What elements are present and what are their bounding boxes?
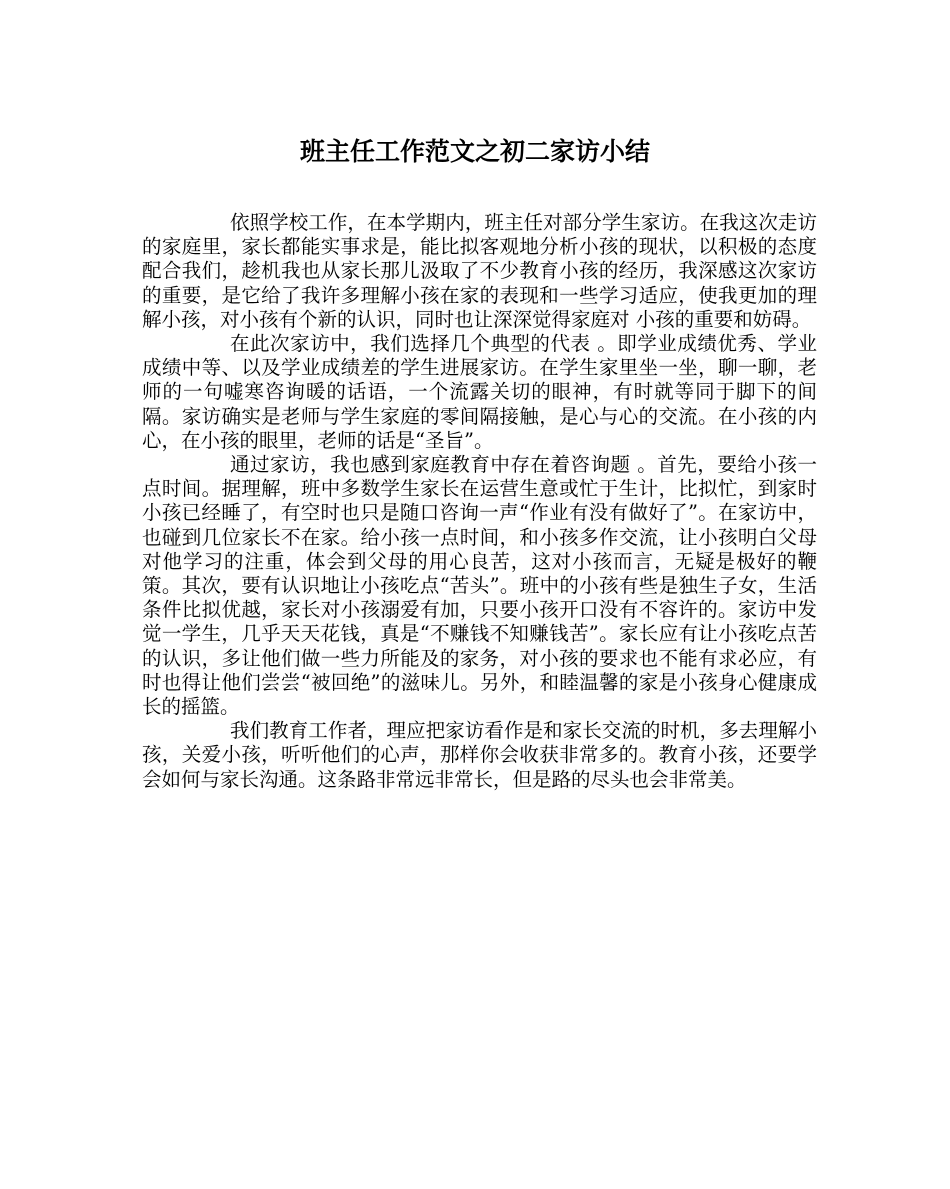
paragraph-1: 依照学校工作，在本学期内，班主任对部分学生家访。在我这次走访的家庭里，家长都能实事求是，能比拟客观地分析小孩的现状，以积极的态度配合我们，趁机我也从家长那儿汲取了不少教育小孩的经历，我深感这次家访的重要，是它给了我许多理解小孩在家的表现和一些学习适应，使我更加的理解小孩，对小孩有个新的认识，同时也让深深觉得家庭对 小孩的重要和妨碍。	[142, 211, 817, 331]
paragraph-3: 通过家访，我也感到家庭教育中存在着咨询题 。首先，要给小孩一点时间。据理解，班中多数学生家长在运营生意或忙于生计，比拟忙，到家时小孩已经睡了，有空时也只是随口咨询一声“作业有没有做好了”。在家访中，也碰到几位家长不在家。给小孩一点时间，和小孩多作交流，让小孩明白父母对他学习的注重，体会到父母的用心良苦，这对小孩而言，无疑是极好的鞭策。其次，要有认识地让小孩吃点“苦头”。班中的小孩有些是独生子女，生活条件比拟优越，家长对小孩溺爱有加，只要小孩开口没有不容许的。家访中发觉一学生，几乎天天花钱，真是“不赚钱不知赚钱苦”。家长应有让小孩吃点苦的认识，多让他们做一些力所能及的家务，对小孩的要求也不能有求必应，有时也得让他们尝尝“被回绝”的滋味儿。另外，和睦温馨的家是小孩身心健康成长的摇篮。	[142, 453, 817, 719]
document-body	[142, 211, 817, 792]
document-title: 班主任工作范文之初二家访小结	[299, 137, 650, 166]
paragraph-4: 我们教育工作者，理应把家访看作是和家长交流的时机，多去理解小孩，关爱小孩，听听他们的心声，那样你会收获非常多的。教育小孩，还要学会如何与家长沟通。这条路非常远非常长，但是路的尽头也会非常美。	[142, 719, 817, 791]
paragraph-2: 在此次家访中，我们选择几个典型的代表 。即学业成绩优秀、学业成绩中等、以及学业成绩差的学生进展家访。在学生家里坐一坐，聊一聊，老师的一句嘘寒咨询暖的话语，一个流露关切的眼神，有时就等同于脚下的间隔。家访确实是老师与学生家庭的零间隔接触，是心与心的交流。在小孩的内心，在小孩的眼里，老师的话是“圣旨”。	[142, 332, 817, 452]
